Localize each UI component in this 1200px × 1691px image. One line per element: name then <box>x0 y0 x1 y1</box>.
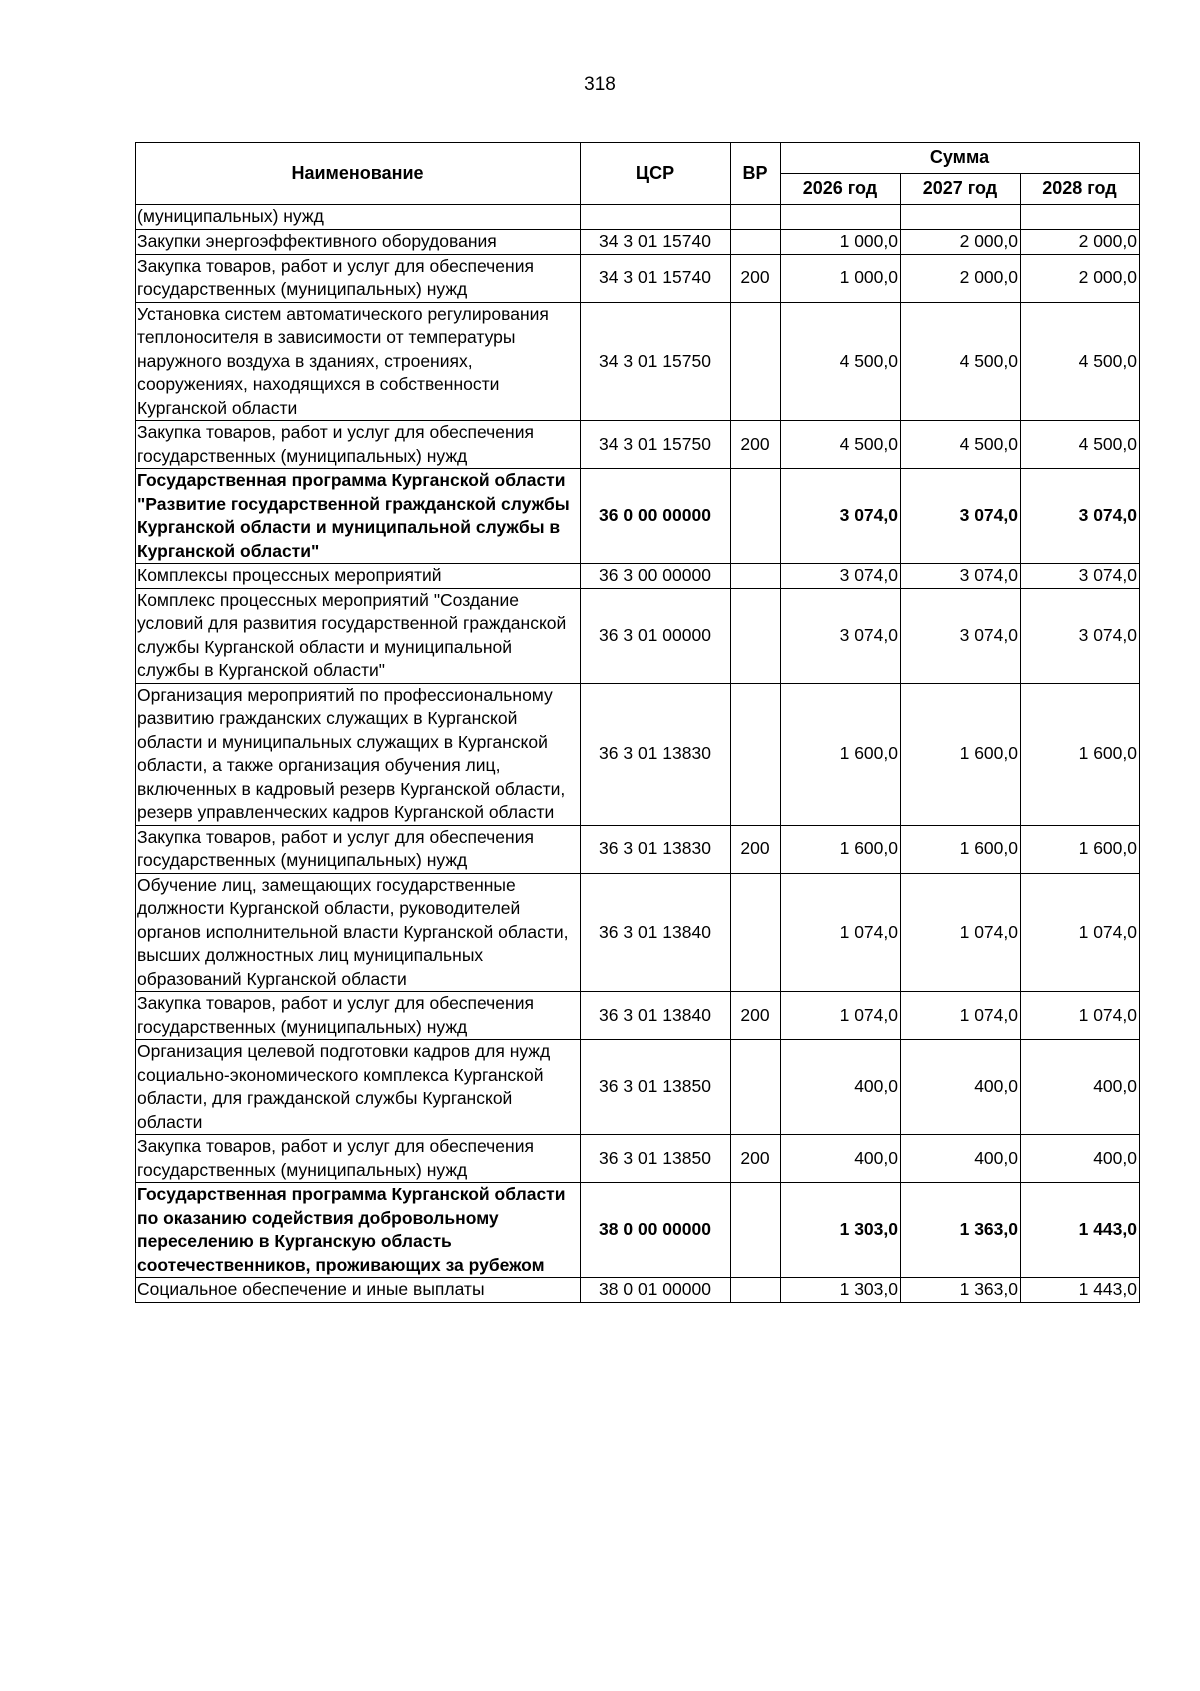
row-name: Закупка товаров, работ и услуг для обеспечения государственных (муниципальных) нужд <box>136 825 581 873</box>
row-value-2028: 400,0 <box>1021 1135 1140 1183</box>
header-sum: Сумма <box>781 143 1140 174</box>
row-value-2028 <box>1021 205 1140 230</box>
table-row <box>136 1278 1140 1303</box>
row-value-2028: 2 000,0 <box>1021 230 1140 255</box>
table-row <box>136 564 1140 589</box>
row-csr: 34 3 01 15750 <box>581 421 731 469</box>
table-body <box>136 205 1140 1303</box>
row-value-2028: 400,0 <box>1021 1040 1140 1135</box>
row-name: Установка систем автоматического регулирования теплоносителя в зависимости от температуры наружного воздуха в зданиях, строениях, сооружениях, находящихся в собственности Курганской области <box>136 302 581 421</box>
row-value-2028: 1 443,0 <box>1021 1278 1140 1303</box>
row-name: Закупка товаров, работ и услуг для обеспечения государственных (муниципальных) нужд <box>136 992 581 1040</box>
row-value-2026: 1 074,0 <box>781 992 901 1040</box>
row-value-2028: 2 000,0 <box>1021 254 1140 302</box>
table-row <box>136 992 1140 1040</box>
row-vr <box>731 302 781 421</box>
row-vr <box>731 1183 781 1278</box>
row-value-2026: 4 500,0 <box>781 302 901 421</box>
row-vr <box>731 564 781 589</box>
table-row <box>136 469 1140 564</box>
row-value-2026: 1 600,0 <box>781 683 901 825</box>
row-csr: 36 3 01 13840 <box>581 873 731 992</box>
row-value-2026: 1 303,0 <box>781 1183 901 1278</box>
row-value-2027: 1 600,0 <box>901 683 1021 825</box>
row-name: Организация целевой подготовки кадров для нужд социально-экономического комплекса Курганской области, для гражданской службы Курганской области <box>136 1040 581 1135</box>
row-value-2027: 1 363,0 <box>901 1278 1021 1303</box>
table-header <box>136 143 1140 205</box>
row-vr <box>731 469 781 564</box>
row-csr: 38 0 01 00000 <box>581 1278 731 1303</box>
row-csr: 38 0 00 00000 <box>581 1183 731 1278</box>
row-name: Организация мероприятий по профессиональному развитию гражданских служащих в Курганской области и муниципальных служащих в Курганской области, а также организация обучения лиц, включенных в кадровый резерв Курганской области, резерв управленческих кадров Курганской области <box>136 683 581 825</box>
row-value-2026: 400,0 <box>781 1040 901 1135</box>
table-row <box>136 205 1140 230</box>
row-value-2027: 4 500,0 <box>901 302 1021 421</box>
row-name: Обучение лиц, замещающих государственные должности Курганской области, руководителей органов исполнительной власти Курганской области, высших должностных лиц муниципальных образований Курганской области <box>136 873 581 992</box>
row-vr <box>731 205 781 230</box>
row-value-2027: 2 000,0 <box>901 230 1021 255</box>
row-value-2026 <box>781 205 901 230</box>
row-value-2028: 3 074,0 <box>1021 588 1140 683</box>
table-row <box>136 683 1140 825</box>
row-csr: 34 3 01 15750 <box>581 302 731 421</box>
row-vr <box>731 588 781 683</box>
row-name: Закупка товаров, работ и услуг для обеспечения государственных (муниципальных) нужд <box>136 254 581 302</box>
table-row <box>136 1183 1140 1278</box>
row-vr: 200 <box>731 421 781 469</box>
table-row <box>136 254 1140 302</box>
row-value-2027: 1 363,0 <box>901 1183 1021 1278</box>
row-value-2027: 1 074,0 <box>901 992 1021 1040</box>
row-vr <box>731 1278 781 1303</box>
row-csr <box>581 205 731 230</box>
row-vr <box>731 683 781 825</box>
row-vr: 200 <box>731 825 781 873</box>
header-year-2027: 2027 год <box>901 174 1021 205</box>
row-name: Закупка товаров, работ и услуг для обеспечения государственных (муниципальных) нужд <box>136 1135 581 1183</box>
row-value-2027: 3 074,0 <box>901 564 1021 589</box>
row-csr: 36 3 01 13830 <box>581 683 731 825</box>
row-value-2026: 3 074,0 <box>781 564 901 589</box>
row-value-2027: 400,0 <box>901 1040 1021 1135</box>
row-name: Государственная программа Курганской области "Развитие государственной гражданской службы Курганской области и муниципальной службы в Курганской области" <box>136 469 581 564</box>
row-value-2027: 1 074,0 <box>901 873 1021 992</box>
header-year-2026: 2026 год <box>781 174 901 205</box>
row-name: Комплексы процессных мероприятий <box>136 564 581 589</box>
row-vr: 200 <box>731 254 781 302</box>
row-csr: 36 3 01 13850 <box>581 1135 731 1183</box>
page-number: 318 <box>584 74 616 95</box>
row-csr: 34 3 01 15740 <box>581 254 731 302</box>
table-row <box>136 1040 1140 1135</box>
row-value-2028: 1 600,0 <box>1021 683 1140 825</box>
row-name: (муниципальных) нужд <box>136 205 581 230</box>
row-value-2027: 3 074,0 <box>901 588 1021 683</box>
row-csr: 36 3 00 00000 <box>581 564 731 589</box>
row-value-2027: 400,0 <box>901 1135 1021 1183</box>
row-value-2026: 1 074,0 <box>781 873 901 992</box>
row-value-2026: 4 500,0 <box>781 421 901 469</box>
row-name: Комплекс процессных мероприятий "Создание условий для развития государственной гражданской службы Курганской области и муниципальной службы в Курганской области" <box>136 588 581 683</box>
row-value-2028: 1 074,0 <box>1021 873 1140 992</box>
table-row <box>136 873 1140 992</box>
row-csr: 34 3 01 15740 <box>581 230 731 255</box>
row-value-2027: 3 074,0 <box>901 469 1021 564</box>
row-value-2027 <box>901 205 1021 230</box>
table-row <box>136 230 1140 255</box>
budget-table <box>135 142 1140 1303</box>
row-value-2028: 4 500,0 <box>1021 421 1140 469</box>
header-name: Наименование <box>136 143 581 205</box>
row-value-2026: 400,0 <box>781 1135 901 1183</box>
row-value-2026: 1 303,0 <box>781 1278 901 1303</box>
row-name: Закупки энергоэффективного оборудования <box>136 230 581 255</box>
row-value-2026: 3 074,0 <box>781 469 901 564</box>
header-year-2028: 2028 год <box>1021 174 1140 205</box>
row-csr: 36 3 01 13840 <box>581 992 731 1040</box>
row-vr <box>731 1040 781 1135</box>
table-row <box>136 302 1140 421</box>
row-value-2028: 1 600,0 <box>1021 825 1140 873</box>
row-name: Социальное обеспечение и иные выплаты <box>136 1278 581 1303</box>
row-value-2026: 1 600,0 <box>781 825 901 873</box>
row-vr <box>731 873 781 992</box>
header-csr: ЦСР <box>581 143 731 205</box>
row-csr: 36 3 01 13830 <box>581 825 731 873</box>
table-row <box>136 588 1140 683</box>
row-csr: 36 0 00 00000 <box>581 469 731 564</box>
table-row <box>136 825 1140 873</box>
row-value-2028: 3 074,0 <box>1021 564 1140 589</box>
row-value-2027: 2 000,0 <box>901 254 1021 302</box>
table-row <box>136 421 1140 469</box>
row-name: Государственная программа Курганской области по оказанию содействия добровольному переселению в Курганскую область соотечественников, проживающих за рубежом <box>136 1183 581 1278</box>
header-vr: ВР <box>731 143 781 205</box>
row-name: Закупка товаров, работ и услуг для обеспечения государственных (муниципальных) нужд <box>136 421 581 469</box>
row-vr <box>731 230 781 255</box>
row-vr: 200 <box>731 992 781 1040</box>
row-value-2027: 1 600,0 <box>901 825 1021 873</box>
row-vr: 200 <box>731 1135 781 1183</box>
row-value-2026: 3 074,0 <box>781 588 901 683</box>
row-csr: 36 3 01 13850 <box>581 1040 731 1135</box>
row-value-2026: 1 000,0 <box>781 254 901 302</box>
row-value-2028: 1 443,0 <box>1021 1183 1140 1278</box>
row-value-2028: 1 074,0 <box>1021 992 1140 1040</box>
table-row <box>136 1135 1140 1183</box>
row-value-2028: 3 074,0 <box>1021 469 1140 564</box>
row-csr: 36 3 01 00000 <box>581 588 731 683</box>
row-value-2026: 1 000,0 <box>781 230 901 255</box>
row-value-2028: 4 500,0 <box>1021 302 1140 421</box>
row-value-2027: 4 500,0 <box>901 421 1021 469</box>
